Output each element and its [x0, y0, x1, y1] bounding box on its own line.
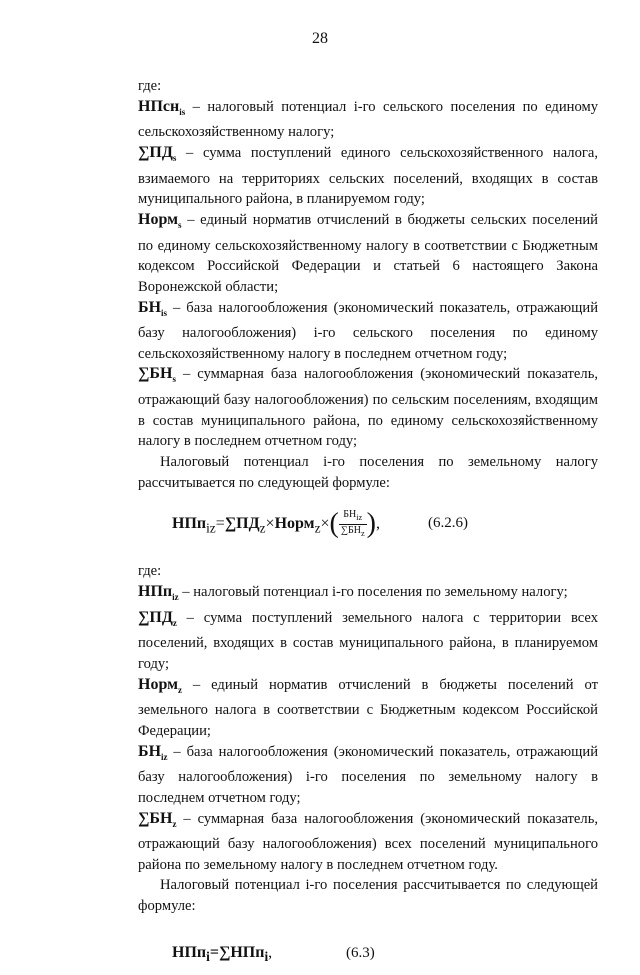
- term-symbol: $\sum БН_s$: [138, 365, 176, 385]
- term-symbol: $\sum ПД_s$: [138, 143, 177, 164]
- term-definition: – единый норматив отчислений в бюджеты сельских поселений по единому сельскохозяйственному налогу в соответствии с Бюджетным кодексом Российской Федерации и статьей 6 настоящего Закона Воронежской области;: [138, 211, 598, 295]
- term-definition: – налоговый потенциал i-го сельского поселения по единому сельскохозяйственному налогу;: [138, 98, 598, 141]
- formula-number: (6.2.6): [428, 515, 468, 532]
- formula-expression: НПп$_i$=∑НПп$_i$,: [172, 943, 273, 964]
- term-symbol: $\sum ПД_z$: [138, 608, 177, 628]
- term-symbol: $БН_{is}$: [138, 298, 168, 318]
- formula-fraction: $\frac{БН_{iz}}{\sum БН_z}$: [340, 509, 365, 539]
- definition-item: [138, 608, 598, 675]
- term-symbol: $\sum БН_z$: [138, 809, 177, 829]
- term-symbol: $БН_{iz}$: [138, 742, 168, 762]
- page-number: 28: [312, 30, 328, 47]
- term-symbol: НПп$_{iz}$: [138, 582, 179, 602]
- definition-item: [138, 809, 598, 876]
- term-definition: – сумма поступлений земельного налога с территории всех поселений, входящих в состав муниципального района, в планируемом году;: [138, 609, 598, 672]
- formula-6-2-6: [138, 499, 598, 551]
- definition-item: [138, 97, 598, 143]
- paragraph-land-tax: Налоговый потенциал i-го поселения по земельному налогу рассчитывается по следующей формуле:: [138, 454, 598, 491]
- definition-item: [138, 210, 598, 298]
- definition-item: [138, 582, 598, 608]
- definition-item: [138, 364, 598, 452]
- term-definition: – суммарная база налогообложения (экономический показатель, отражающий базу налогообложения) по сельским поселениям, входящим в состав муниципального района, по единому сельскохозяйственному налогу в последнем отчетном году;: [138, 366, 598, 450]
- term-symbol: Норм$_s$: [138, 210, 182, 231]
- definition-item: [138, 742, 598, 809]
- term-definition: – налоговый потенциал i-го поселения по земельному налогу;: [178, 583, 568, 600]
- term-definition: – единый норматив отчислений в бюджеты поселений от земельного налога в соответствии с Бюджетным кодексом Российской Федерации;: [138, 676, 598, 739]
- formula-expression: $НПп_{iz}=\sum ПД_z\times Норм_z\times$( $\frac{БН_{iz}}{\sum БН_z}$ ),: [172, 508, 380, 540]
- formula-number: (6.3): [346, 944, 375, 961]
- term-definition: – суммарная база налогообложения (экономический показатель, отражающий базу налогообложения) всех поселений муниципального района по земельному налогу в последнем отчетном году.: [138, 810, 598, 873]
- definition-item: [138, 298, 598, 365]
- term-symbol: НПсн$_{is}$: [138, 97, 186, 117]
- paragraph-total: Налоговый потенциал i-го поселения рассчитывается по следующей формуле:: [138, 877, 598, 915]
- term-definition: – база налогообложения (экономический показатель, отражающий базу налогообложения) i-го сельского поселения по единому сельскохозяйственному налогу в последнем отчетном году;: [138, 299, 598, 362]
- term-definition: – база налогообложения (экономический показатель, отражающий базу налогообложения) i-го поселения по земельному налогу в последнем отчетном году;: [138, 743, 598, 806]
- definition-item: [138, 675, 598, 742]
- term-definition: – сумма поступлений единого сельскохозяйственного налога, взимаемого на территориях сельских поселений, входящих в состав муниципального района, в планируемом году;: [138, 144, 598, 208]
- term-symbol: Норм$_z$: [138, 675, 182, 695]
- page-content: [138, 76, 598, 975]
- definition-item: [138, 143, 598, 210]
- formula-6-3: [138, 935, 598, 975]
- where-label: где:: [138, 78, 162, 94]
- where-label: где:: [138, 563, 162, 580]
